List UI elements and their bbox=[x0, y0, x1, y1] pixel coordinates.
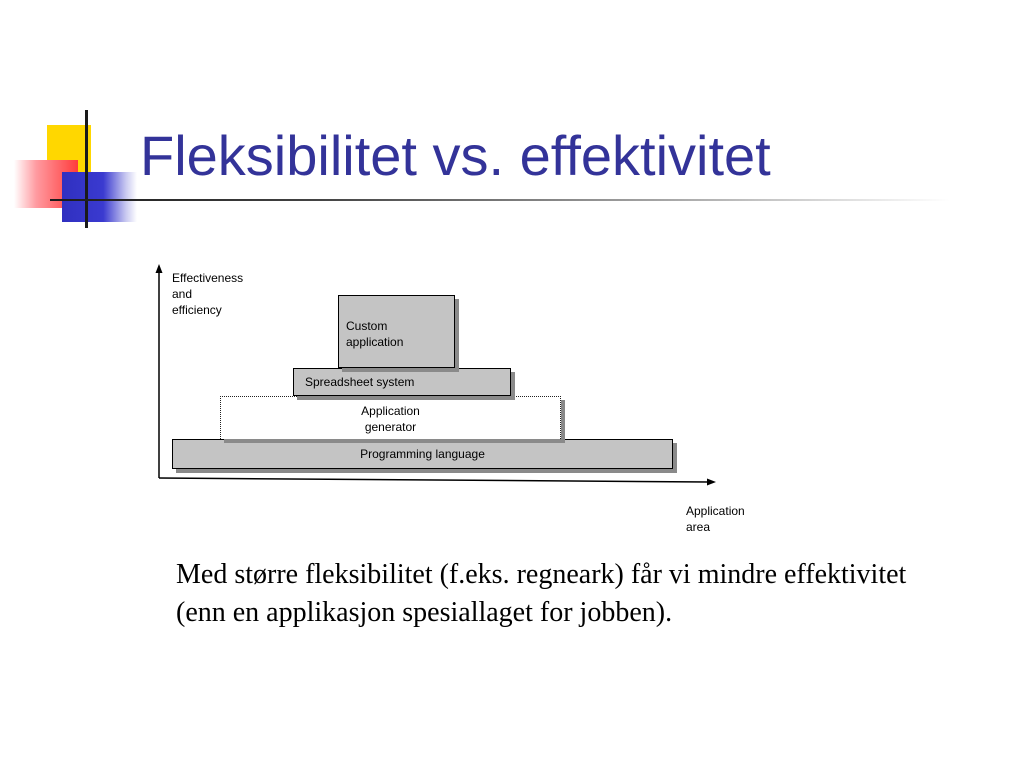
layer-custom-application-label: Custom application bbox=[346, 319, 404, 349]
x-axis bbox=[159, 478, 708, 482]
y-axis-arrow bbox=[156, 264, 163, 273]
layer-application-generator bbox=[220, 396, 561, 439]
y-axis-label: Effectiveness and efficiency bbox=[172, 271, 244, 317]
layer-programming-language bbox=[172, 439, 673, 469]
slide-title: Fleksibilitet vs. effektivitet bbox=[140, 124, 771, 187]
layer-programming-language-label: Programming language bbox=[360, 447, 485, 461]
x-axis-arrow bbox=[707, 479, 716, 486]
layer-custom-application bbox=[338, 295, 455, 368]
layer-spreadsheet-system-label: Spreadsheet system bbox=[305, 375, 415, 389]
slide-body-text: Med større fleksibilitet (f.eks. regneark) får vi mindre effektivitet (enn en applikasjon spesiallaget for jobben). bbox=[176, 559, 907, 628]
x-axis-label: Application area bbox=[686, 504, 745, 534]
layer-application-generator-label: Application generator bbox=[361, 404, 420, 434]
layer-spreadsheet-system bbox=[293, 368, 511, 396]
